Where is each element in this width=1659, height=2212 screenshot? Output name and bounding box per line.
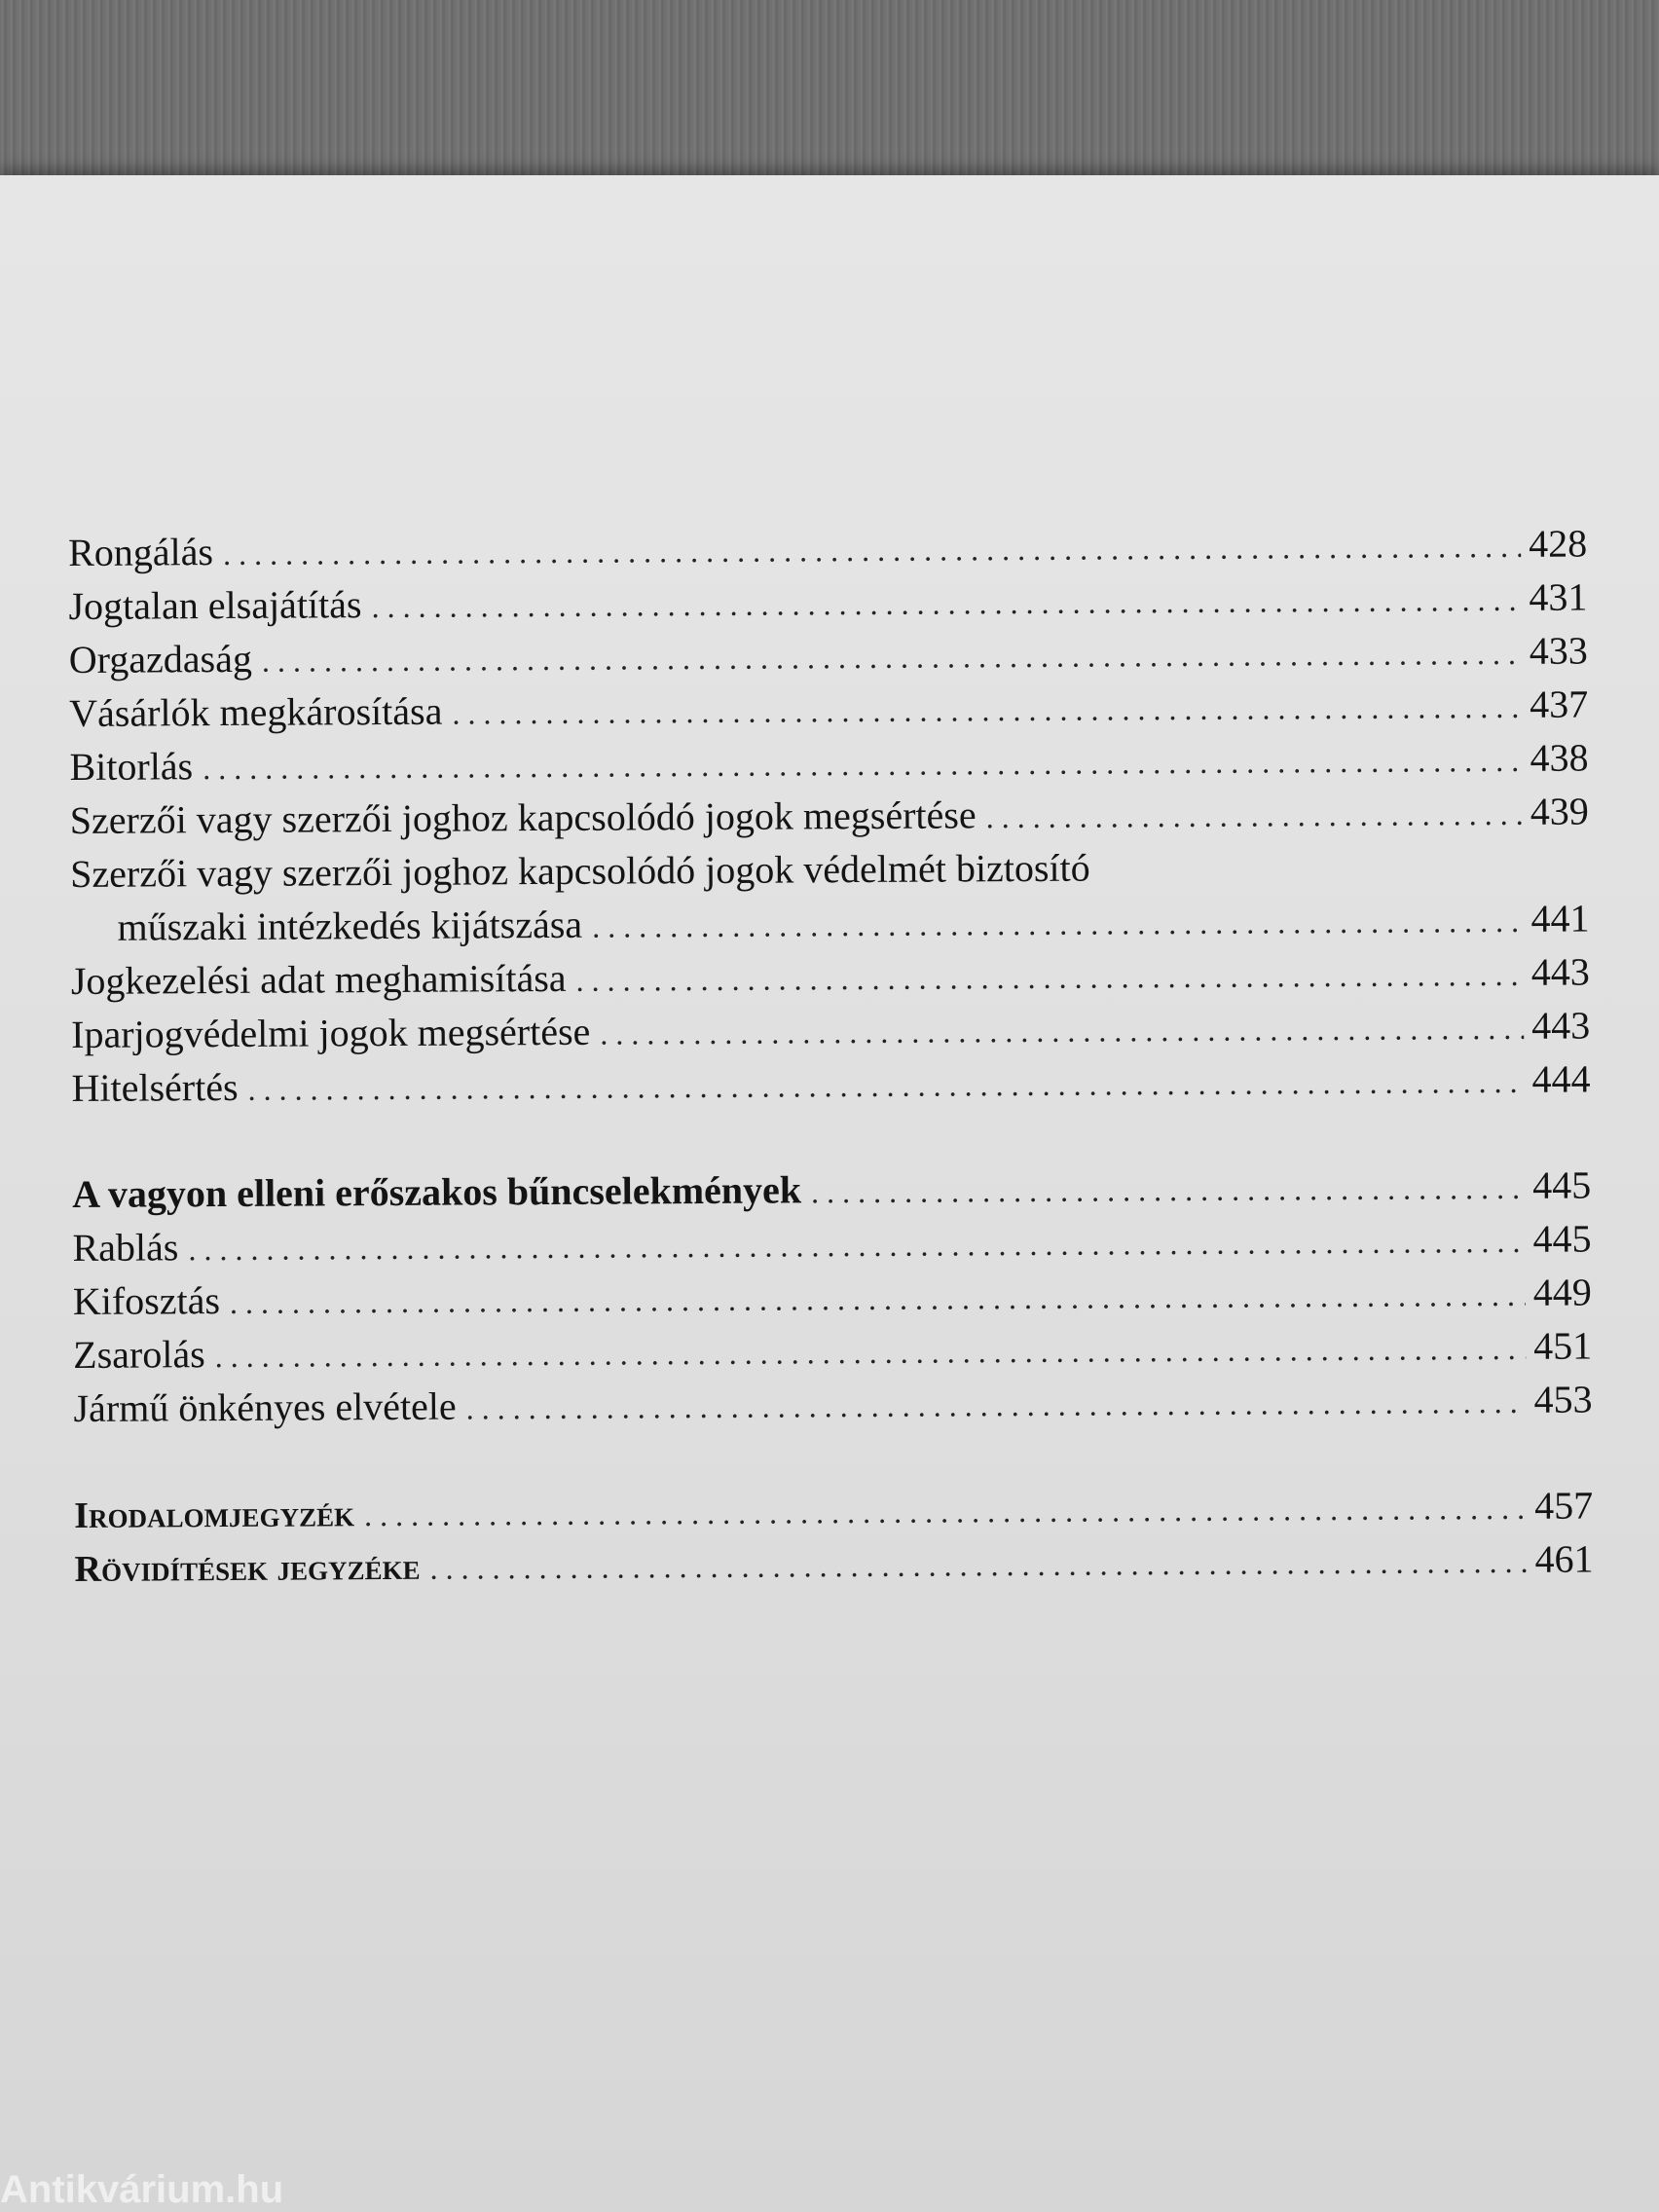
background-surface [0,0,1659,195]
toc-entry-page: 457 [1534,1483,1594,1528]
toc-entry-page: 433 [1529,628,1588,673]
toc-entry-page: 441 [1530,896,1590,940]
toc-back-matter [74,1478,1593,1541]
toc-entry [70,784,1589,847]
dot-leader [247,1055,1524,1117]
toc-entry-page: 437 [1530,682,1589,726]
book-page [0,175,1659,2212]
toc-back-matter [74,1531,1593,1595]
toc-entry [68,516,1587,579]
toc-entry-page: 445 [1532,1216,1592,1261]
dot-leader [986,788,1523,844]
toc-entry [71,944,1590,1008]
toc-entry-title: műszaki intézkedés kijátszása [117,902,583,949]
dot-leader [811,1161,1525,1219]
toc-entry-title: Hitelsértés [71,1064,239,1110]
table-of-contents [68,516,1594,1595]
toc-entry-title: Irodalomjegyzék [74,1493,355,1536]
dot-leader [188,1215,1525,1276]
spacer [74,1425,1593,1488]
toc-entry-title: Vásárlók megkárosítása [69,688,443,735]
toc-entry-title: Szerzői vagy szerzői joghoz kapcsolódó jogok védelmét biztosító [70,845,1090,896]
toc-entry-page: 428 [1529,521,1588,566]
toc-entry [71,1051,1590,1115]
toc-entry-title: Rablás [72,1225,179,1270]
toc-entry-title: Rongálás [68,530,214,574]
dot-leader [429,1535,1527,1596]
toc-entry-title: Jármű önkényes elvétele [73,1383,457,1430]
toc-entry-page: 439 [1530,789,1589,833]
toc-entry [69,730,1588,793]
toc-entry-page: 449 [1532,1270,1592,1314]
toc-section-heading [72,1158,1591,1221]
toc-entry-page: 431 [1529,574,1588,619]
toc-entry [72,1211,1591,1274]
dot-leader [371,573,1521,634]
toc-entry-page: 443 [1530,949,1590,994]
toc-entry-title: Bitorlás [69,744,194,789]
watermark: Antikvárium.hu [0,2168,284,2211]
dot-leader [452,681,1522,741]
dot-leader [203,734,1523,795]
toc-entry [69,623,1588,686]
dot-leader [215,1322,1527,1383]
toc-entry-title: A vagyon elleni erőszakos bűncselekmények [72,1167,802,1216]
toc-entry [71,998,1590,1061]
toc-entry [69,677,1588,740]
toc-entry [73,1372,1592,1435]
toc-entry-page: 443 [1531,1003,1591,1048]
toc-entry-title: Kifosztás [72,1278,221,1323]
dot-leader [230,1269,1526,1330]
toc-entry-page: 438 [1530,735,1589,780]
dot-leader [223,520,1521,581]
dot-leader [575,948,1524,1008]
dot-leader [262,627,1522,688]
toc-entry-page: 444 [1531,1056,1591,1101]
toc-entry-title: Zsarolás [73,1332,205,1377]
toc-entry-page: 453 [1533,1377,1593,1421]
toc-entry-title: Jogtalan elsajátítás [68,582,362,628]
toc-entry-title: Iparjogvédelmi jogok megsértése [71,1009,591,1056]
toc-entry-page: 461 [1534,1536,1594,1581]
toc-entry [68,570,1587,633]
toc-entry [70,891,1589,954]
dot-leader [592,895,1524,954]
toc-entry-page: 451 [1533,1323,1593,1368]
toc-entry-title: Jogkezelési adat meghamisítása [70,955,567,1003]
toc-entry-title: Rövidítések jegyzéke [74,1546,421,1590]
dot-leader [600,1002,1524,1061]
toc-entry-title: Szerzői vagy szerzői joghoz kapcsolódó jogok megsértése [69,793,977,842]
dot-leader [466,1376,1527,1436]
toc-entry-title: Orgazdaság [68,636,253,682]
dot-leader [364,1482,1528,1542]
toc-entry-page: 445 [1532,1162,1592,1207]
